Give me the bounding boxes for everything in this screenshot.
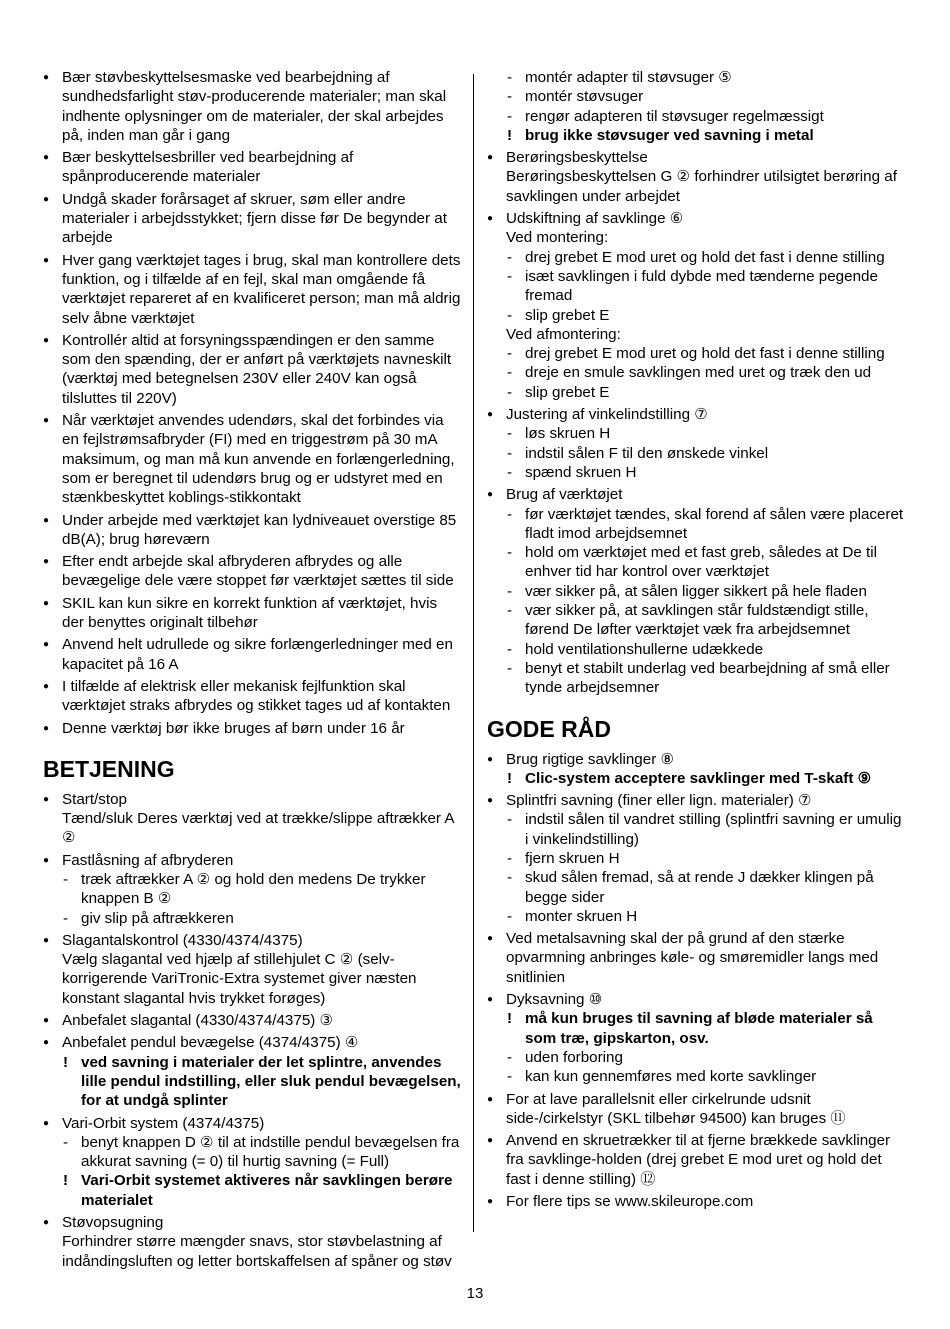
- sub-item: - indstil sålen til vandret stilling (splintfri savning er umulig i vinkelindstilling): [487, 810, 907, 849]
- sub-item: - skud sålen fremad, så at rende J dækker klingen på begge sider: [487, 868, 907, 907]
- sub-item: - spænd skruen H: [487, 463, 907, 482]
- page-number: 13: [466, 1285, 484, 1302]
- sub-item: - før værktøjet tændes, skal forend af sålen være placeret fladt imod arbejdsemnet: [487, 505, 907, 544]
- sub-item: - hold ventilationshullerne udækkede: [487, 640, 907, 659]
- bullet-item: ● Anvend en skruetrækker til at fjerne brækkede savklinger fra savklinge-holden (drej grebet E mod uret og hold det fast i denne stilling) ⑫: [487, 1131, 907, 1189]
- continuation-text: Vælg slagantal ved hjælp af stillehjulet C ② (selv-korrigerende VariTronic-Extra systemet giver næsten konstant slagantal hvis trykket forøges): [62, 951, 417, 1007]
- bullet-item: ● Berøringsbeskyttelse: [487, 148, 907, 167]
- bullet-item: ● Denne værktøj bør ikke bruges af børn under 16 år: [43, 719, 463, 738]
- section-heading: GODE RÅD: [487, 715, 611, 742]
- bullet-item: ● Brug af værktøjet: [487, 485, 907, 504]
- sub-item: - montér adapter til støvsuger ⑤: [487, 68, 907, 87]
- bullet-item: ● Anvend helt udrullede og sikre forlængerledninger med en kapacitet på 16 A: [43, 635, 463, 674]
- bullet-item: ● Dyksavning ⑩: [487, 990, 907, 1009]
- sub-item: - løs skruen H: [487, 424, 907, 443]
- bullet-item: ● Anbefalet slagantal (4330/4374/4375) ③: [43, 1011, 463, 1030]
- bullet-item: ● Bær beskyttelsesbriller ved bearbejdning af spånproducerende materialer: [43, 148, 463, 187]
- sub-item: - kan kun gennemføres med korte savklinger: [487, 1067, 907, 1086]
- continuation-text: Ved montering:: [506, 229, 609, 247]
- right-column: [487, 68, 907, 1211]
- sub-item: - indstil sålen F til den ønskede vinkel: [487, 444, 907, 463]
- sub-item: - slip grebet E: [487, 306, 907, 325]
- bullet-item: ● Under arbejde med værktøjet kan lydniveauet overstige 85 dB(A); brug høreværn: [43, 511, 463, 550]
- bullet-item: ● Når værktøjet anvendes udendørs, skal det forbindes via en fejlstrømsafbryder (FI) med en triggestrøm på 30 mA maksimum, og man må kun anvende en forlængerledning, som er beregnet til udendørs brug og er udstyret med en stænkbeskyttet koblings-stikkontakt: [43, 411, 463, 507]
- sub-item: - rengør adapteren til støvsuger regelmæssigt: [487, 107, 907, 126]
- sub-item: - uden forboring: [487, 1048, 907, 1067]
- bullet-item: ● Ved metalsavning skal der på grund af den stærke opvarmning anbringes køle- og smøremidler langs med snitlinien: [487, 929, 907, 987]
- bullet-item: ● Splintfri savning (finer eller lign. materialer) ⑦: [487, 791, 907, 810]
- bullet-item: ● Udskiftning af savklinge ⑥: [487, 209, 907, 228]
- bullet-item: ● For flere tips se www.skileurope.com: [487, 1192, 907, 1211]
- sub-item: - hold om værktøjet med et fast greb, således at De til enhver tid har kontrol over værktøjet: [487, 543, 907, 582]
- warning-item: ! brug ikke støvsuger ved savning i metal: [487, 126, 907, 145]
- bullet-item: ● Kontrollér altid at forsyningsspændingen er den samme som den spænding, der er anført på værktøjets navneskilt (værktøj med betegnelsen 230V eller 240V kan også tilsluttes til 220V): [43, 331, 463, 408]
- warning-item: ! Vari-Orbit systemet aktiveres når savklingen berøre materialet: [43, 1171, 463, 1210]
- bullet-item: ● Bær støvbeskyttelsesmaske ved bearbejdning af sundhedsfarlight støv-producerende materialer; man skal indhente oplysninger om de materialer, der skal arbejdes på, inden man går i gang: [43, 68, 463, 145]
- sub-item: - drej grebet E mod uret og hold det fast i denne stilling: [487, 248, 907, 267]
- continuation-text: Tænd/sluk Deres værktøj ved at trække/slippe aftrækker A ②: [62, 810, 454, 847]
- sub-item: - isæt savklingen i fuld dybde med tænderne pegende fremad: [487, 267, 907, 306]
- sub-item: - slip grebet E: [487, 383, 907, 402]
- sub-item: - drej grebet E mod uret og hold det fast i denne stilling: [487, 344, 907, 363]
- bullet-item: ● Anbefalet pendul bevægelse (4374/4375) ④: [43, 1033, 463, 1052]
- sub-item: - vær sikker på, at sålen ligger sikkert på hele fladen: [487, 582, 907, 601]
- section-heading: BETJENING: [43, 755, 175, 782]
- bullet-item: ● I tilfælde af elektrisk eller mekanisk fejlfunktion skal værktøjet straks afbrydes og stikket tages ud af kontakten: [43, 677, 463, 716]
- bullet-item: ● Støvopsugning: [43, 1213, 463, 1232]
- continuation-text: Ved afmontering:: [506, 325, 621, 343]
- sub-item: - benyt et stabilt underlag ved bearbejdning af små eller tynde arbejdsemner: [487, 659, 907, 698]
- warning-item: ! må kun bruges til savning af bløde materialer så som træ, gipskarton, osv.: [487, 1009, 907, 1048]
- bullet-item: ● Justering af vinkelindstilling ⑦: [487, 405, 907, 424]
- sub-item: - monter skruen H: [487, 907, 907, 926]
- bullet-item: ● Undgå skader forårsaget af skruer, søm eller andre materialer i arbejdsstykket; fjern disse før De begynder at arbejde: [43, 190, 463, 248]
- bullet-item: ● SKIL kan kun sikre en korrekt funktion af værktøjet, hvis der benyttes originalt tilbehør: [43, 594, 463, 633]
- sub-item: - montér støvsuger: [487, 87, 907, 106]
- column-divider: [473, 74, 474, 1232]
- bullet-item: ● Slagantalskontrol (4330/4374/4375): [43, 931, 463, 950]
- warning-item: ! Clic-system acceptere savklinger med T-skaft ⑨: [487, 769, 907, 788]
- sub-item: - giv slip på aftrækkeren: [43, 909, 463, 928]
- left-column: [43, 68, 463, 1271]
- bullet-item: ● Efter endt arbejde skal afbryderen afbrydes og alle bevægelige dele være stoppet før værktøjet sættes til side: [43, 552, 463, 591]
- continuation-text: Berøringsbeskyttelsen G ② forhindrer utilsigtet berøring af savklingen under arbejdet: [506, 168, 897, 205]
- bullet-item: ● Brug rigtige savklinger ⑧: [487, 750, 907, 769]
- bullet-item: ● Start/stop: [43, 790, 463, 809]
- continuation-text: Forhindrer større mængder snavs, stor støvbelastning af indåndingsluften og letter bortskaffelsen af spåner og støv: [62, 1233, 452, 1270]
- bullet-item: ● Vari-Orbit system (4374/4375): [43, 1114, 463, 1133]
- sub-item: - træk aftrækker A ② og hold den medens De trykker knappen B ②: [43, 870, 463, 909]
- sub-item: - vær sikker på, at savklingen står fuldstændigt stille, førend De løfter værktøjet væk fra arbejdsemnet: [487, 601, 907, 640]
- bullet-item: ● Hver gang værktøjet tages i brug, skal man kontrollere dets funktion, og i tilfælde af en fejl, skal man omgående få værktøjet repareret af en kvalificeret person; man må aldrig selv åbne værktøjet: [43, 251, 463, 328]
- sub-item: - dreje en smule savklingen med uret og træk den ud: [487, 363, 907, 382]
- bullet-item: ● For at lave parallelsnit eller cirkelrunde udsnit side-/cirkelstyr (SKL tilbehør 94500) kan bruges ⑪: [487, 1090, 907, 1129]
- sub-item: - fjern skruen H: [487, 849, 907, 868]
- warning-item: ! ved savning i materialer der let splintre, anvendes lille pendul indstilling, eller sluk pendul bevægelsen, for at undgå splinter: [43, 1053, 463, 1111]
- bullet-item: ● Fastlåsning af afbryderen: [43, 851, 463, 870]
- sub-item: - benyt knappen D ② til at indstille pendul bevægelsen fra akkurat savning (= 0) til hurtig savning (= Full): [43, 1133, 463, 1172]
